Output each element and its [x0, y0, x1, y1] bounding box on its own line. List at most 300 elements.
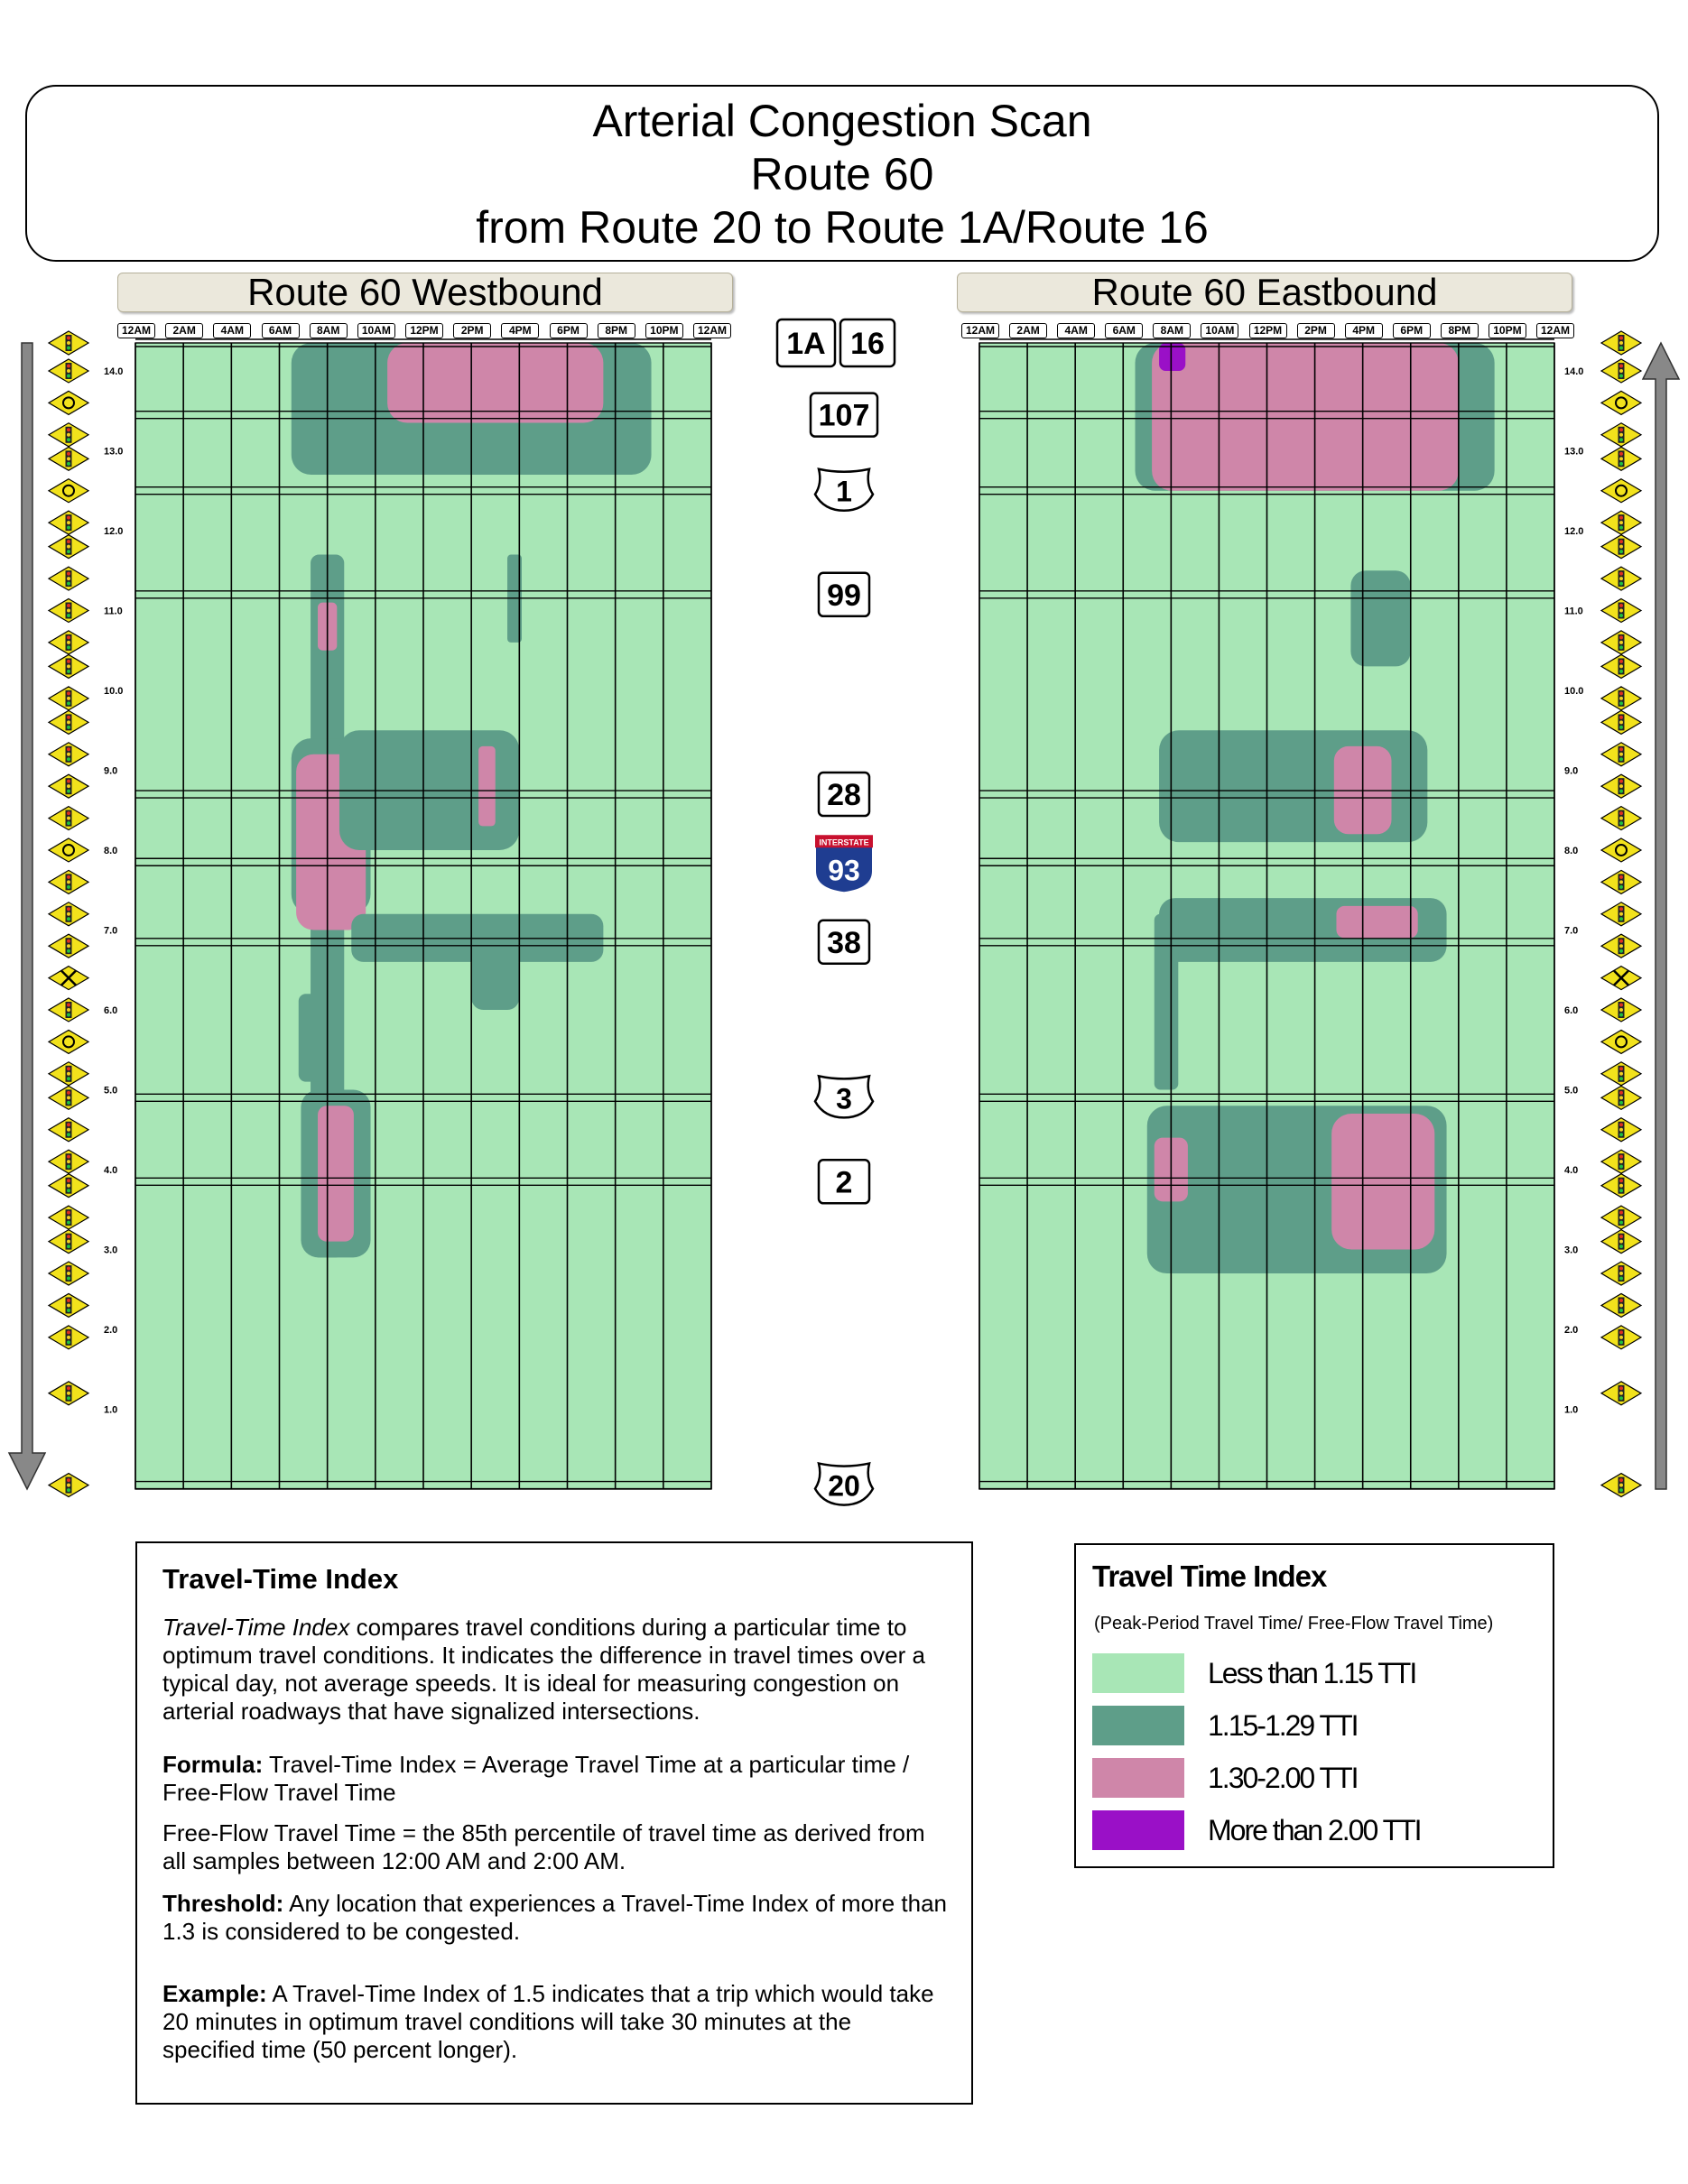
traffic-signal-icon	[1619, 1003, 1623, 1006]
traffic-signal-icon	[1619, 341, 1623, 345]
traffic-signal-icon	[1619, 572, 1623, 576]
traffic-signal-icon	[1619, 790, 1623, 793]
traffic-signal-icon	[1619, 660, 1623, 663]
traffic-signal-icon	[67, 784, 70, 788]
y-tick-label: 13.0	[104, 446, 124, 458]
traffic-signal-icon	[1619, 462, 1623, 466]
traffic-signal-icon	[1619, 1155, 1623, 1159]
congestion-region	[1152, 343, 1459, 491]
y-tick-label: 10.0	[1564, 685, 1584, 697]
y-tick-label: 8.0	[1564, 845, 1579, 856]
x-tick-label: 8AM	[310, 323, 348, 338]
congestion-region	[1336, 906, 1417, 938]
traffic-signal-icon	[67, 1165, 70, 1169]
route-shield-label: 38	[827, 925, 861, 960]
formula-label: Formula:	[162, 1751, 264, 1778]
traffic-signal-icon	[67, 516, 70, 520]
route-shield-label: 107	[818, 398, 870, 433]
eastbound-direction-arrow	[1643, 343, 1679, 1489]
traffic-signal-icon	[1619, 1091, 1623, 1095]
traffic-signal-icon	[67, 701, 70, 705]
legend-label: 1.30-2.00 TTI	[1208, 1762, 1358, 1794]
roundabout-icon	[1601, 479, 1641, 503]
x-tick-label: 10AM	[1201, 323, 1238, 338]
roundabout-icon	[1601, 1030, 1641, 1053]
traffic-signal-icon	[67, 1123, 70, 1126]
traffic-signal-icon	[67, 949, 70, 953]
traffic-signal-icon	[1619, 670, 1623, 673]
traffic-signal-icon	[67, 641, 70, 644]
traffic-signal-icon	[1619, 1392, 1623, 1395]
y-tick-label: 8.0	[104, 845, 118, 856]
traffic-signal-icon	[67, 720, 70, 724]
traffic-signal-icon	[1619, 1101, 1623, 1105]
x-tick-label: 2AM	[165, 323, 203, 338]
traffic-signal-icon	[1619, 1272, 1623, 1275]
x-tick-label: 12PM	[1249, 323, 1287, 338]
traffic-signal-icon	[67, 1386, 70, 1390]
traffic-signal-icon	[67, 1128, 70, 1132]
legend-entry-lt115	[1092, 1653, 1544, 1693]
route-shield-label: 16	[850, 327, 885, 361]
traffic-signal-icon	[1619, 949, 1623, 953]
traffic-signal-icon	[1619, 780, 1623, 783]
traffic-signal-icon	[67, 1184, 70, 1188]
traffic-signal-icon	[67, 572, 70, 576]
traffic-signal-icon	[1619, 726, 1623, 729]
y-tick-label: 1.0	[104, 1404, 118, 1416]
traffic-signal-icon	[67, 526, 70, 530]
traffic-signal-icon	[1619, 1013, 1623, 1016]
legend-swatch	[1092, 1706, 1184, 1745]
traffic-signal-icon	[1619, 521, 1623, 524]
x-tick-label: 2PM	[1297, 323, 1335, 338]
roundabout-icon	[49, 838, 88, 862]
info-paragraph	[162, 1614, 948, 1726]
x-tick-label: 6PM	[550, 323, 588, 338]
traffic-signal-icon	[1619, 1123, 1623, 1126]
traffic-signal-icon	[1619, 1488, 1623, 1492]
traffic-signal-icon	[67, 747, 70, 751]
traffic-signal-icon	[1619, 1245, 1623, 1248]
traffic-signal-icon	[67, 875, 70, 879]
traffic-signal-icon	[1619, 1008, 1623, 1012]
chart-title-line2: Route 60	[750, 149, 934, 199]
traffic-signal-icon	[67, 1478, 70, 1482]
traffic-signal-icon	[1619, 1478, 1623, 1482]
traffic-signal-icon	[1619, 701, 1623, 705]
traffic-signal-icon	[1619, 716, 1623, 719]
traffic-signal-icon	[67, 462, 70, 466]
x-tick-label: 6AM	[1105, 323, 1143, 338]
y-tick-label: 11.0	[1564, 606, 1583, 617]
traffic-signal-icon	[67, 811, 70, 815]
threshold-label: Threshold:	[162, 1890, 284, 1917]
eastbound-panel-label: Route 60 Eastbound	[957, 273, 1572, 312]
info-threshold	[162, 1890, 948, 1946]
traffic-signal-icon	[1619, 1165, 1623, 1169]
traffic-signal-icon	[1619, 1386, 1623, 1390]
roundabout-icon	[49, 479, 88, 503]
traffic-signal-icon	[67, 1067, 70, 1070]
interstate-banner-text: INTERSTATE	[819, 838, 869, 847]
traffic-signal-icon	[67, 1096, 70, 1099]
traffic-signal-icon	[1619, 614, 1623, 617]
traffic-signal-icon	[67, 664, 70, 668]
formula-text: Travel-Time Index = Average Travel Time at a particular time / Free-Flow Travel Time	[162, 1751, 910, 1806]
traffic-signal-icon	[67, 1267, 70, 1271]
traffic-signal-icon	[67, 1003, 70, 1006]
traffic-signal-icon	[67, 1330, 70, 1334]
y-tick-label: 4.0	[104, 1164, 118, 1176]
traffic-signal-icon	[67, 912, 70, 916]
x-tick-label: 4AM	[213, 323, 251, 338]
traffic-signal-icon	[67, 697, 70, 700]
y-tick-label: 14.0	[104, 366, 124, 377]
route-shield-label: 93	[828, 854, 860, 887]
x-tick-label: 8PM	[1441, 323, 1479, 338]
traffic-signal-icon	[1619, 428, 1623, 431]
x-tick-label: 12AM	[117, 323, 155, 338]
traffic-signal-icon	[1619, 939, 1623, 943]
traffic-signal-icon	[67, 1221, 70, 1225]
traffic-signal-icon	[1619, 664, 1623, 668]
traffic-signal-icon	[67, 757, 70, 761]
y-tick-label: 1.0	[1564, 1404, 1579, 1416]
traffic-signal-icon	[1619, 1184, 1623, 1188]
traffic-signal-icon	[67, 1179, 70, 1182]
traffic-signal-icon	[67, 521, 70, 524]
traffic-signal-icon	[67, 1240, 70, 1244]
roundabout-icon	[1601, 391, 1641, 414]
roundabout-icon	[49, 1030, 88, 1053]
chart-title-line3: from Route 20 to Route 1A/Route 16	[476, 202, 1209, 253]
traffic-signal-icon	[1619, 608, 1623, 612]
traffic-signal-icon	[67, 1008, 70, 1012]
traffic-signal-icon	[1619, 438, 1623, 441]
traffic-signal-icon	[67, 780, 70, 783]
y-tick-label: 10.0	[104, 685, 124, 697]
example-label: Example:	[162, 1980, 267, 2007]
x-tick-label: 8PM	[598, 323, 635, 338]
x-tick-label: 12AM	[693, 323, 731, 338]
traffic-signal-icon	[1619, 582, 1623, 586]
y-tick-label: 14.0	[1564, 366, 1584, 377]
legend-label: Less than 1.15 TTI	[1208, 1657, 1416, 1689]
traffic-signal-icon	[1619, 1072, 1623, 1076]
traffic-signal-icon	[1619, 604, 1623, 607]
traffic-signal-icon	[1619, 907, 1623, 911]
traffic-signal-icon	[1619, 691, 1623, 695]
traffic-signal-icon	[67, 1091, 70, 1095]
route-shield-label: 28	[827, 778, 861, 813]
traffic-signal-icon	[67, 1189, 70, 1192]
traffic-signal-icon	[67, 577, 70, 580]
traffic-signal-icon	[67, 726, 70, 729]
traffic-signal-icon	[67, 1216, 70, 1219]
traffic-signal-icon	[1619, 875, 1623, 879]
y-tick-label: 7.0	[1564, 925, 1579, 937]
traffic-signal-icon	[67, 944, 70, 948]
traffic-signal-icon	[67, 457, 70, 460]
traffic-signal-icon	[1619, 757, 1623, 761]
info-term: Travel-Time Index	[162, 1614, 350, 1641]
traffic-signal-icon	[67, 433, 70, 437]
traffic-signal-icon	[1619, 1396, 1623, 1400]
traffic-signal-icon	[1619, 1336, 1623, 1339]
traffic-signal-icon	[67, 364, 70, 367]
congestion-region	[318, 1106, 354, 1241]
traffic-signal-icon	[67, 753, 70, 756]
x-tick-label: 6PM	[1393, 323, 1431, 338]
traffic-signal-icon	[1619, 912, 1623, 916]
y-tick-label: 3.0	[1564, 1245, 1579, 1256]
traffic-signal-icon	[67, 670, 70, 673]
traffic-signal-icon	[67, 1013, 70, 1016]
traffic-signal-icon	[1619, 516, 1623, 520]
y-tick-label: 7.0	[104, 925, 118, 937]
traffic-signal-icon	[1619, 880, 1623, 884]
traffic-signal-icon	[1619, 1267, 1623, 1271]
legend-entry-gt200	[1092, 1810, 1544, 1850]
traffic-signal-icon	[67, 347, 70, 350]
traffic-signal-icon	[1619, 1211, 1623, 1215]
y-tick-label: 6.0	[1564, 1004, 1579, 1016]
traffic-signal-icon	[1619, 337, 1623, 340]
traffic-signal-icon	[67, 540, 70, 543]
x-tick-label: 8AM	[1153, 323, 1191, 338]
traffic-signal-icon	[67, 1155, 70, 1159]
traffic-signal-icon	[67, 817, 70, 820]
x-tick-label: 12PM	[405, 323, 443, 338]
roundabout-icon	[49, 391, 88, 414]
traffic-signal-icon	[1619, 1484, 1623, 1487]
traffic-signal-icon	[67, 369, 70, 373]
roundabout-icon	[1601, 838, 1641, 862]
y-tick-label: 9.0	[104, 765, 118, 777]
traffic-signal-icon	[67, 907, 70, 911]
x-tick-label: 2AM	[1009, 323, 1047, 338]
traffic-signal-icon	[1619, 577, 1623, 580]
x-tick-label: 12AM	[1536, 323, 1574, 338]
route-shield-label: 1A	[786, 327, 826, 361]
traffic-signal-icon	[67, 1336, 70, 1339]
info-formula	[162, 1751, 948, 1807]
traffic-signal-icon	[1619, 1160, 1623, 1163]
traffic-signal-icon	[1619, 526, 1623, 530]
traffic-signal-icon	[1619, 784, 1623, 788]
traffic-signal-icon	[1619, 944, 1623, 948]
traffic-signal-icon	[67, 1309, 70, 1312]
x-tick-label: 4PM	[501, 323, 539, 338]
traffic-signal-icon	[1619, 433, 1623, 437]
westbound-panel-label: Route 60 Westbound	[117, 273, 733, 312]
traffic-signal-icon	[1619, 347, 1623, 350]
traffic-signal-icon	[67, 1277, 70, 1281]
traffic-signal-icon	[1619, 540, 1623, 543]
route-shield-label: 1	[836, 475, 852, 508]
traffic-signal-icon	[1619, 1340, 1623, 1344]
info-example	[162, 1980, 948, 2064]
congestion-region	[471, 954, 519, 1010]
traffic-signal-icon	[1619, 1096, 1623, 1099]
traffic-signal-icon	[1619, 817, 1623, 820]
traffic-signal-icon	[67, 1396, 70, 1400]
traffic-signal-icon	[67, 428, 70, 431]
traffic-signal-icon	[67, 716, 70, 719]
y-tick-label: 5.0	[1564, 1085, 1579, 1097]
congestion-region	[1350, 570, 1410, 666]
traffic-signal-icon	[1619, 1277, 1623, 1281]
y-tick-label: 5.0	[104, 1085, 118, 1097]
y-tick-label: 2.0	[1564, 1324, 1579, 1336]
traffic-signal-icon	[67, 691, 70, 695]
y-tick-label: 13.0	[1564, 446, 1584, 458]
x-tick-label: 12AM	[961, 323, 999, 338]
info-heading: Travel-Time Index	[162, 1563, 399, 1595]
traffic-signal-icon	[1619, 364, 1623, 367]
traffic-signal-icon	[67, 1299, 70, 1302]
traffic-signal-icon	[67, 545, 70, 549]
threshold-text: Any location that experiences a Travel-Time Index of more than 1.3 is considered to be congested.	[162, 1890, 947, 1945]
traffic-signal-icon	[67, 1072, 70, 1076]
y-tick-label: 11.0	[104, 606, 123, 617]
traffic-signal-icon	[1619, 1330, 1623, 1334]
traffic-signal-icon	[1619, 1179, 1623, 1182]
traffic-signal-icon	[67, 1133, 70, 1136]
traffic-signal-icon	[67, 341, 70, 345]
traffic-signal-icon	[1619, 720, 1623, 724]
traffic-signal-icon	[1619, 753, 1623, 756]
traffic-signal-icon	[67, 337, 70, 340]
traffic-signal-icon	[67, 1160, 70, 1163]
traffic-signal-icon	[1619, 885, 1623, 889]
traffic-signal-icon	[67, 608, 70, 612]
traffic-signal-icon	[67, 1340, 70, 1344]
legend-entry-115-129	[1092, 1706, 1544, 1745]
traffic-signal-icon	[1619, 645, 1623, 649]
congestion-region	[1155, 914, 1179, 1090]
traffic-signal-icon	[1619, 545, 1623, 549]
legend-title: Travel Time Index	[1092, 1559, 1327, 1593]
legend-label: More than 2.00 TTI	[1208, 1814, 1421, 1846]
traffic-signal-icon	[67, 614, 70, 617]
traffic-signal-icon	[67, 821, 70, 825]
example-text: A Travel-Time Index of 1.5 indicates that a trip which would take 20 minutes in optimum travel conditions will take 30 minutes at the specified time (50 percent longer).	[162, 1980, 934, 2063]
traffic-signal-icon	[1619, 641, 1623, 644]
traffic-signal-icon	[67, 374, 70, 377]
westbound-direction-arrow	[9, 343, 45, 1489]
congestion-region	[478, 746, 496, 827]
traffic-signal-icon	[67, 582, 70, 586]
traffic-signal-icon	[67, 1101, 70, 1105]
legend-swatch	[1092, 1653, 1184, 1693]
route-shield-label: 99	[827, 578, 861, 613]
traffic-signal-icon	[67, 790, 70, 793]
y-tick-label: 12.0	[104, 525, 124, 537]
traffic-signal-icon	[1619, 635, 1623, 639]
traffic-signal-icon	[1619, 697, 1623, 700]
traffic-signal-icon	[1619, 811, 1623, 815]
traffic-signal-icon	[67, 939, 70, 943]
x-tick-label: 10PM	[645, 323, 683, 338]
traffic-signal-icon	[67, 880, 70, 884]
route-shield-label: 3	[836, 1082, 852, 1115]
congestion-region	[299, 994, 328, 1081]
traffic-signal-icon	[1619, 917, 1623, 921]
traffic-signal-icon	[1619, 452, 1623, 456]
traffic-signal-icon	[1619, 1189, 1623, 1192]
traffic-signal-icon	[1619, 1303, 1623, 1307]
info-freeflow: Free-Flow Travel Time = the 85th percentile of travel time as derived from all samples between 12:00 AM and 2:00 AM.	[162, 1819, 925, 1874]
x-tick-label: 6AM	[262, 323, 300, 338]
traffic-signal-icon	[1619, 1133, 1623, 1136]
traffic-signal-icon	[67, 438, 70, 441]
traffic-signal-icon	[1619, 457, 1623, 460]
x-tick-label: 10PM	[1489, 323, 1526, 338]
traffic-signal-icon	[67, 1303, 70, 1307]
traffic-signal-icon	[67, 885, 70, 889]
traffic-signal-icon	[1619, 747, 1623, 751]
traffic-signal-icon	[1619, 369, 1623, 373]
traffic-signal-icon	[1619, 1216, 1623, 1219]
legend-entry-130-200	[1092, 1758, 1544, 1798]
traffic-signal-icon	[1619, 1077, 1623, 1080]
traffic-signal-icon	[1619, 1067, 1623, 1070]
x-tick-label: 2PM	[453, 323, 491, 338]
traffic-signal-icon	[67, 1392, 70, 1395]
traffic-signal-icon	[67, 645, 70, 649]
x-tick-label: 4AM	[1057, 323, 1095, 338]
info-description: compares travel conditions during a particular time to optimum travel conditions. It indicates the difference in travel times over a typical day, not average speeds. It is ideal for measuring congestion on arterial roadways that have signalized intersections.	[162, 1614, 925, 1725]
traffic-signal-icon	[67, 550, 70, 553]
x-tick-label: 10AM	[357, 323, 395, 338]
traffic-signal-icon	[1619, 1240, 1623, 1244]
tti-legend	[1074, 1543, 1554, 1868]
traffic-signal-icon	[1619, 1235, 1623, 1238]
y-tick-label: 6.0	[104, 1004, 118, 1016]
traffic-signal-icon	[67, 1488, 70, 1492]
traffic-signal-icon	[1619, 550, 1623, 553]
route-shield-label: 2	[835, 1165, 853, 1200]
traffic-signal-icon	[1619, 1309, 1623, 1312]
route-shield-label: 20	[828, 1469, 860, 1503]
chart-title-line1: Arterial Congestion Scan	[592, 96, 1092, 146]
traffic-signal-icon	[67, 917, 70, 921]
traffic-signal-icon	[67, 1235, 70, 1238]
y-tick-label: 4.0	[1564, 1164, 1579, 1176]
y-tick-label: 12.0	[1564, 525, 1584, 537]
traffic-signal-icon	[67, 1211, 70, 1215]
info-box	[135, 1541, 973, 2105]
y-tick-label: 3.0	[104, 1245, 118, 1256]
traffic-signal-icon	[67, 635, 70, 639]
legend-label: 1.15-1.29 TTI	[1208, 1709, 1358, 1742]
traffic-signal-icon	[67, 1272, 70, 1275]
traffic-signal-icon	[1619, 1221, 1623, 1225]
traffic-signal-icon	[1619, 1128, 1623, 1132]
traffic-signal-icon	[67, 1245, 70, 1248]
traffic-signal-icon	[1619, 821, 1623, 825]
traffic-signal-icon	[1619, 374, 1623, 377]
traffic-signal-icon	[67, 452, 70, 456]
legend-swatch	[1092, 1758, 1184, 1798]
y-tick-label: 2.0	[104, 1324, 118, 1336]
traffic-signal-icon	[67, 660, 70, 663]
traffic-signal-icon	[1619, 1299, 1623, 1302]
x-tick-label: 4PM	[1345, 323, 1383, 338]
legend-swatch	[1092, 1810, 1184, 1850]
